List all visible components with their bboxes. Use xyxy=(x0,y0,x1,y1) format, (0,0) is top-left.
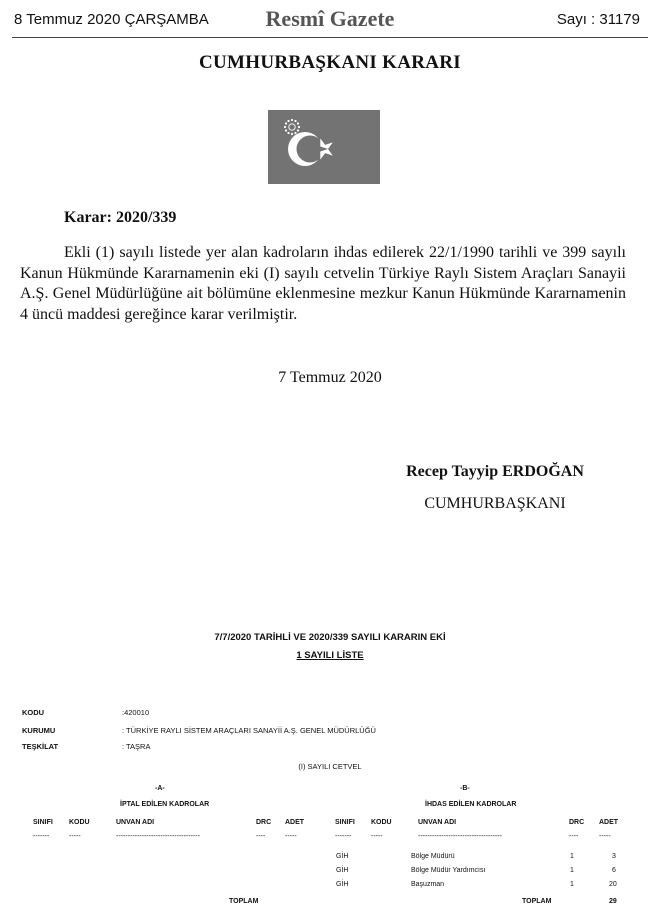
dash-b-sinifi: ------- xyxy=(335,833,352,840)
dash-a-drc: ---- xyxy=(256,833,266,840)
meta-key: KURUMU xyxy=(22,726,56,735)
total-b-label: TOPLAM xyxy=(522,898,552,905)
table-row-adet: 20 xyxy=(609,881,617,888)
col-b-drc: DRC xyxy=(569,819,585,826)
total-b-value: 29 xyxy=(609,898,617,905)
table-row-adet: 6 xyxy=(612,867,616,874)
table-row-adet: 3 xyxy=(612,853,616,860)
dash-a-unvan: ------------------------------------ xyxy=(116,833,200,840)
section-a-title: İPTAL EDİLEN KADROLAR xyxy=(120,801,210,808)
total-a-label: TOPLAM xyxy=(229,898,259,905)
dash-a-kodu: ----- xyxy=(69,833,81,840)
dash-b-kodu: ----- xyxy=(371,833,383,840)
table-row-drc: 1 xyxy=(570,881,574,888)
dash-a-sinifi: ------- xyxy=(33,833,50,840)
section-b-letter: -B- xyxy=(460,785,470,792)
col-a-adet: ADET xyxy=(285,819,305,826)
col-a-kodu: KODU xyxy=(69,819,90,826)
issue-number: Sayı : 31179 xyxy=(556,11,640,28)
meta-key: KODU xyxy=(22,708,45,717)
header-date: 8 Temmuz 2020 ÇARŞAMBA xyxy=(14,11,209,28)
decision-body: Ekli (1) sayılı listede yer alan kadroların ihdas edilerek 22/1/1990 tarihli ve 399 sayılı Kanun Hükmünde Kararnamenin eki (I) sayılı cetvelin Türkiye Raylı Sistem Araçları Sanayii A.Ş. Genel Müdürlüğüne ait bölümüne eklenmesine mezkur Kanun Hükmünde Kararnamenin 4 üncü maddesi gereğince karar verilmiştir. xyxy=(20,244,626,323)
decision-date: 7 Temmuz 2020 xyxy=(278,369,382,386)
gazette-title: Resmî Gazete xyxy=(265,6,395,31)
table-row-drc: 1 xyxy=(570,853,574,860)
col-a-unvan: UNVAN ADI xyxy=(116,819,155,826)
table-row-unvan: Bölge Müdür Yardımcısı xyxy=(411,867,486,874)
dash-b-drc: ---- xyxy=(569,833,579,840)
meta-value: :420010 xyxy=(122,708,150,717)
dash-b-unvan: ------------------------------------ xyxy=(418,833,502,840)
col-b-adet: ADET xyxy=(599,819,619,826)
dash-a-adet: ----- xyxy=(285,833,297,840)
meta-key: TEŞKİLAT xyxy=(22,742,59,751)
table-row-unvan: Başuzman xyxy=(411,881,445,888)
col-a-drc: DRC xyxy=(256,819,272,826)
col-a-sinifi: SINIFI xyxy=(33,819,53,826)
decision-title: CUMHURBAŞKANI KARARI xyxy=(199,52,461,73)
signer-name: Recep Tayyip ERDOĞAN xyxy=(406,463,584,480)
signer-title: CUMHURBAŞKANI xyxy=(424,495,566,512)
annex-title: 7/7/2020 TARİHLİ VE 2020/339 SAYILI KARARIN EKİ xyxy=(214,632,446,643)
table-row-sinifi: GİH xyxy=(336,867,349,874)
meta-value: : TÜRKİYE RAYLI SİSTEM ARAÇLARI SANAYİİ A.Ş. GENEL MÜDÜRLÜĞÜ xyxy=(122,726,376,735)
section-a-letter: -A- xyxy=(155,785,165,792)
section-b-title: İHDAS EDİLEN KADROLAR xyxy=(425,801,517,808)
table-row-unvan: Bölge Müdürü xyxy=(411,853,455,860)
meta-value: : TAŞRA xyxy=(122,742,151,751)
cetvel-label: (I) SAYILI CETVEL xyxy=(298,762,362,771)
table-row-sinifi: GİH xyxy=(336,881,349,888)
table-row-drc: 1 xyxy=(570,867,574,874)
col-b-kodu: KODU xyxy=(371,819,392,826)
table-row-sinifi: GİH xyxy=(336,853,349,860)
col-b-sinifi: SINIFI xyxy=(335,819,355,826)
col-b-unvan: UNVAN ADI xyxy=(418,819,457,826)
annex-subtitle: 1 SAYILI LİSTE xyxy=(296,650,364,661)
decision-number: Karar: 2020/339 xyxy=(64,209,177,226)
dash-b-adet: ----- xyxy=(599,833,611,840)
